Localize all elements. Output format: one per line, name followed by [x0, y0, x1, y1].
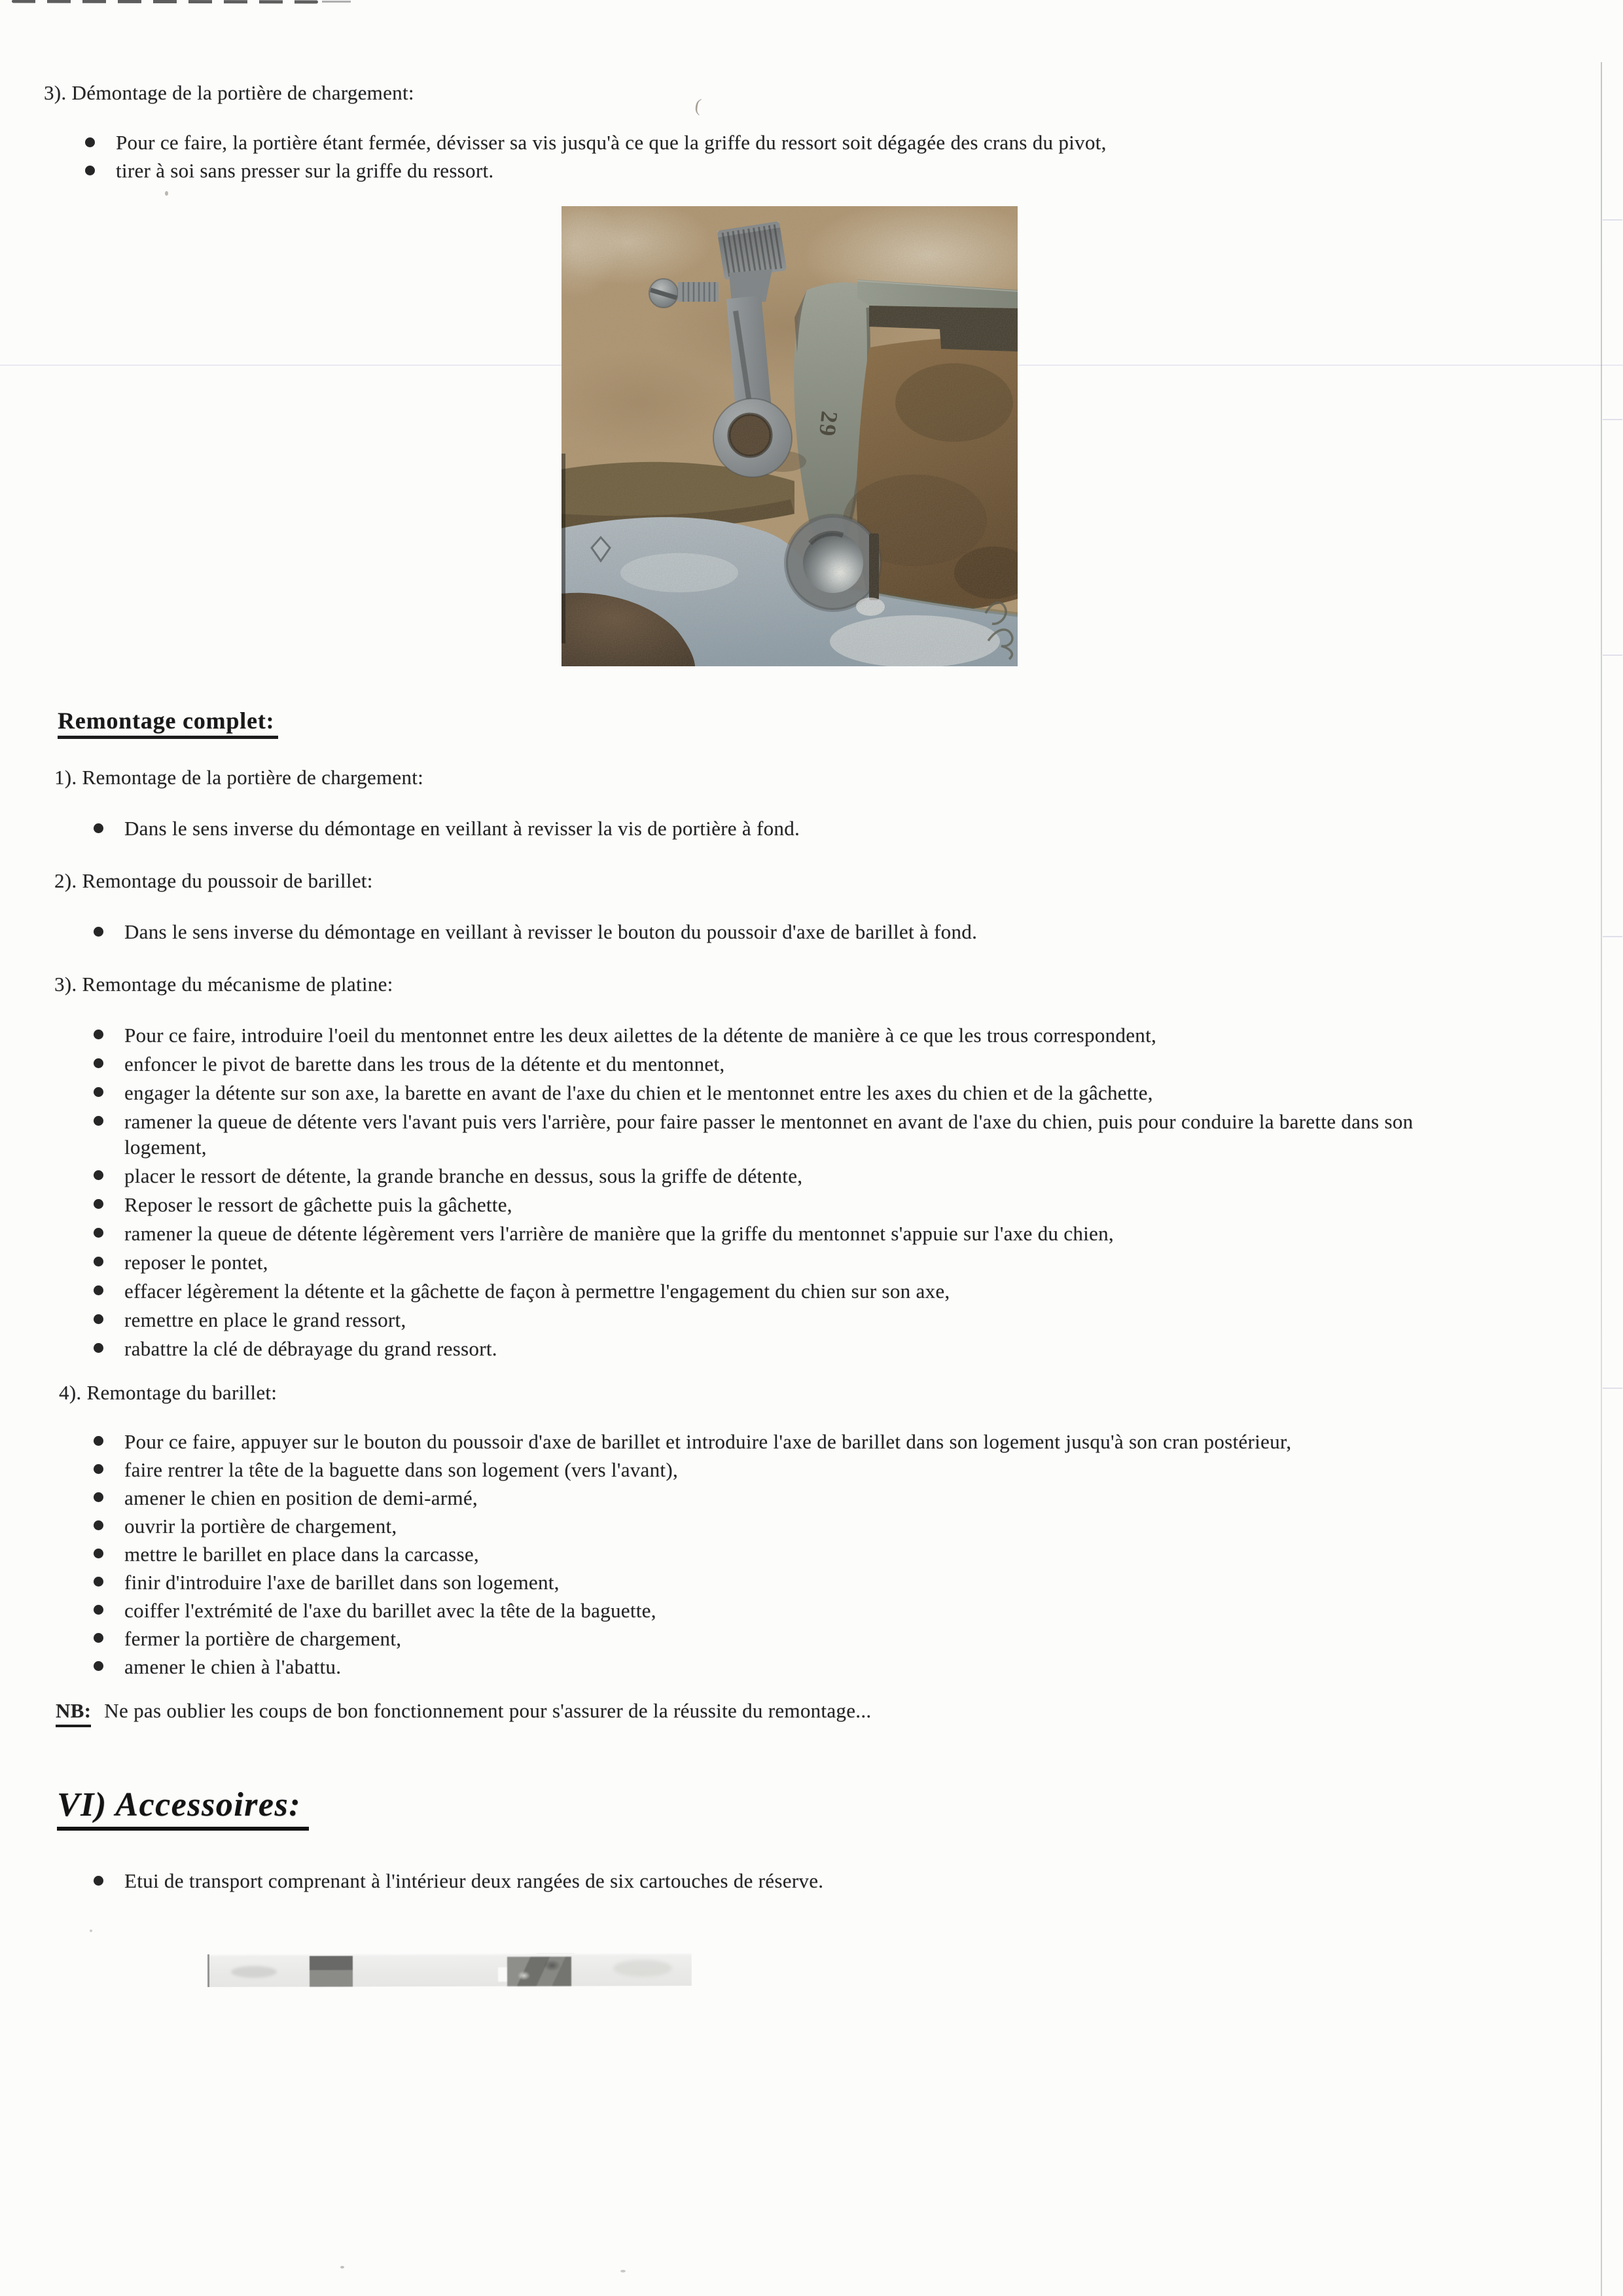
scan-streak-top — [12, 0, 318, 3]
remontage-complet-heading-wrap — [58, 707, 278, 739]
scan-speck — [165, 191, 168, 196]
nb-label: NB: — [56, 1698, 91, 1727]
scan-tick — [1603, 1388, 1622, 1389]
photo-gun-parts — [562, 206, 1018, 666]
nb-text: Ne pas oublier les coups de bon fonctionnement pour s'assurer de la réussite du remontage... — [104, 1699, 872, 1722]
s4-bullet-list — [124, 1429, 1590, 1682]
s1-bullet-list — [124, 814, 1590, 842]
bullet-item: amener le chien à l'abattu. — [124, 1654, 1590, 1679]
bullet-item: ramener la queue de détente vers l'avant puis vers l'arrière, pour faire passer le mentonnet en avant de l'axe du chien, puis pour conduire la barette dans son logement, — [124, 1109, 1446, 1160]
bullet-item: Reposer le ressort de gâchette puis la gâchette, — [124, 1192, 1446, 1217]
bullet-item: coiffer l'extrémité de l'axe du barillet avec la tête de la baguette, — [124, 1598, 1590, 1623]
bullet-item: placer le ressort de détente, la grande branche en dessus, sous la griffe de détente, — [124, 1163, 1446, 1189]
scan-tick — [1603, 219, 1622, 221]
bullet-item: faire rentrer la tête de la baguette dans son logement (vers l'avant), — [124, 1457, 1590, 1482]
scan-streak-top-2 — [322, 1, 351, 3]
remontage-complet-heading: Remontage complet: — [58, 707, 278, 739]
s3-bullet-list — [124, 1022, 1446, 1365]
accessoires-heading: VI) Accessoires: — [57, 1785, 309, 1831]
bullet-item: Etui de transport comprenant à l'intérieur deux rangées de six cartouches de réserve. — [124, 1867, 1590, 1895]
fragment-dark-blob — [310, 1956, 353, 1986]
section-heading-remontage-poussoir: 2). Remontage du poussoir de barillet: — [54, 869, 373, 892]
section-heading-demontage-portiere: 3). Démontage de la portière de chargement: — [44, 81, 414, 104]
section-heading-remontage-portiere: 1). Remontage de la portière de chargement: — [54, 766, 424, 789]
scan-tick — [1603, 936, 1622, 937]
bullet-item: amener le chien en position de demi-armé, — [124, 1485, 1590, 1511]
bullet-item: Pour ce faire, introduire l'oeil du mentonnet entre les deux ailettes de la détente de manière à ce que les trous correspondent, — [124, 1022, 1446, 1048]
fragment-smudge — [613, 1960, 672, 1977]
bullet-item: finir d'introduire l'axe de barillet dans son logement, — [124, 1570, 1590, 1595]
accessoires-bullet-list — [124, 1867, 1590, 1895]
scan-vertical-fold-line — [1601, 62, 1602, 2296]
bullet-item: mettre le barillet en place dans la carcasse, — [124, 1541, 1590, 1567]
bullet-item: ramener la queue de détente légèrement vers l'arrière de manière que la griffe du mentonnet s'appuie sur l'axe du chien, — [124, 1221, 1446, 1246]
bullet-item: tirer à soi sans presser sur la griffe du ressort. — [116, 156, 1582, 185]
fragment-dark-blob — [507, 1957, 571, 1986]
nb-note — [56, 1698, 1561, 1727]
demontage-bullet-list — [116, 128, 1582, 185]
bullet-item: Pour ce faire, la portière étant fermée, dévisser sa vis jusqu'à ce que la griffe du ressort soit dégagée des crans du pivot, — [116, 128, 1582, 156]
section-heading-remontage-platine: 3). Remontage du mécanisme de platine: — [54, 973, 393, 996]
bullet-item: effacer légèrement la détente et la gâchette de façon à permettre l'engagement du chien sur son axe, — [124, 1278, 1446, 1304]
scan-speck — [340, 2266, 344, 2269]
bullet-item: rabattre la clé de débrayage du grand ressort. — [124, 1336, 1446, 1361]
bullet-item: Dans le sens inverse du démontage en veillant à revisser la vis de portière à fond. — [124, 814, 1590, 842]
bullet-item: Dans le sens inverse du démontage en veillant à revisser le bouton du poussoir d'axe de barillet à fond. — [124, 918, 1590, 946]
photo-stamp-29: 29 — [813, 410, 843, 439]
scan-speck — [620, 2270, 626, 2272]
accessoires-heading-wrap — [57, 1785, 309, 1831]
bullet-item: ouvrir la portière de chargement, — [124, 1513, 1590, 1539]
bullet-item: remettre en place le grand ressort, — [124, 1307, 1446, 1333]
bottom-photo-fragment — [207, 1953, 692, 1987]
scan-tick — [1603, 655, 1622, 656]
fragment-smudge — [231, 1966, 277, 1978]
bullet-item: reposer le pontet, — [124, 1249, 1446, 1275]
scan-tick — [1603, 419, 1622, 420]
section-heading-remontage-barillet: 4). Remontage du barillet: — [59, 1381, 277, 1404]
bullet-item: enfoncer le pivot de barette dans les trous de la détente et du mentonnet, — [124, 1051, 1446, 1077]
bullet-item: Pour ce faire, appuyer sur le bouton du poussoir d'axe de barillet et introduire l'axe de barillet dans son logement jusqu'à son cran postérieur, — [124, 1429, 1590, 1454]
scan-paren-mark: ( — [693, 95, 703, 117]
s2-bullet-list — [124, 918, 1590, 946]
scan-speck — [90, 1929, 92, 1932]
bullet-item: engager la détente sur son axe, la barette en avant de l'axe du chien et le mentonnet entre les axes du chien et de la gâchette, — [124, 1080, 1446, 1105]
bullet-item: fermer la portière de chargement, — [124, 1626, 1590, 1651]
